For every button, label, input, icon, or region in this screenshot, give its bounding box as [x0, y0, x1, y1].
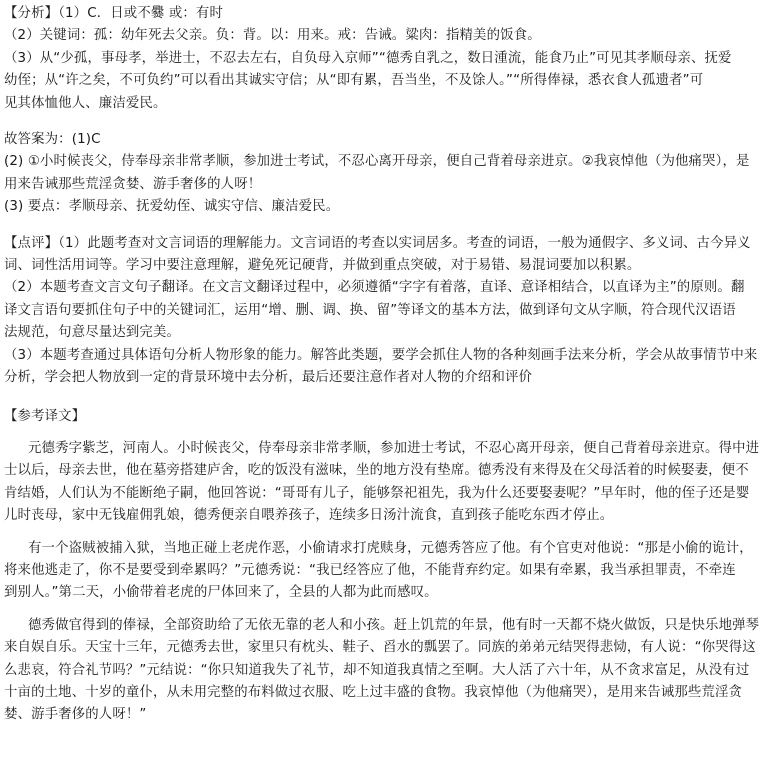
analysis-line: 幼侄；从“许之矣，不可负约”可以看出其诚实守信；从“即有累，吾当坐，不及馀人。”“所得俸禄，悉衣食人孤遗者”可	[4, 73, 704, 89]
comment-line: 分析，学会把人物放到一定的背景环境中去分析，最后还要注意作者对人物的介绍和评价	[4, 370, 533, 386]
translation-line: 么悲哀，符合礼节吗？”元结说：“你只知道我失了礼节，却不知道我真情之至啊。大人活了六十年，从不贪求富足，从没有过	[4, 662, 750, 678]
section-spacer	[4, 219, 776, 233]
translation-line: 到别人。”第二天，小偷带着老虎的尸体回来了，全县的人都为此而感叹。	[4, 585, 438, 601]
section-spacer	[4, 390, 776, 406]
answer-line: 用来告诫那些荒淫贪婪、游手奢侈的人呀！	[4, 176, 262, 192]
translation-line: 士以后，母亲去世，他在墓旁搭建庐舍，吃的饭没有滋味，坐的地方没有垫席。德秀没有来得及在父母活着的时候娶妻，便不	[4, 463, 749, 479]
answer-line: (2) ①小时候丧父，侍奉母亲非常孝顺，参加进士考试，不忍心离开母亲，便自己背着母亲进京。②我哀悼他（为他痛哭），是	[4, 154, 750, 170]
answer-line: 故答案为：(1)C	[4, 132, 101, 148]
translation-line: 十亩的土地、十岁的童仆，从未用完整的布料做过衣服、吃上过丰盛的食物。我哀悼他（为他痛哭），是用来告诫那些荒淫贪	[4, 684, 743, 700]
section-spacer	[4, 115, 776, 129]
translation-line: 儿时丧母，家中无钱雇佣乳娘，德秀便亲自喂养孩子，连续多日汤汁流食，直到孩子能吃东西才停止。	[4, 508, 614, 524]
paragraph-spacer	[4, 605, 776, 615]
translation-line: 有一个盗贼被捕入狱，当地正碰上老虎作恶，小偷请求打虎赎身，元德秀答应了他。有个官吏对他说：“那是小偷的诡计，	[28, 540, 753, 556]
translation-paragraph-2	[4, 538, 776, 605]
paragraph-spacer	[4, 428, 776, 438]
translation-paragraph-3	[4, 615, 776, 727]
comment-line: 词、词性活用词等。学习中要注意理解，避免死记硬背，并做到重点突破，对于易错、易混词要加以积累。	[4, 258, 641, 274]
answer-line: (3) 要点：孝顺母亲、抚爱幼侄、诚实守信、廉洁爱民。	[4, 199, 340, 215]
translation-heading: 【参考译文】	[4, 408, 86, 424]
analysis-section	[4, 3, 776, 115]
translation-paragraph-1	[4, 438, 776, 528]
paragraph-spacer	[4, 528, 776, 538]
translation-line: 来自娱自乐。天宝十三年，元德秀去世，家里只有枕头、鞋子、舀水的瓢罢了。同族的弟弟元结哭得悲恸，有人说：“你哭得这	[4, 640, 756, 656]
analysis-line: （3）从“少孤，事母孝，举进士，不忍去左右，自负母入京师”“德秀自乳之，数日湩流，能食乃止”可见其孝顺母亲、抚爱	[4, 50, 732, 66]
comment-line: 译文言语句要抓住句子中的关键词汇，运用“增、删、调、换、留”等译文的基本方法，做到译句文从字顺，符合现代汉语语	[4, 302, 736, 318]
comment-section	[4, 233, 776, 390]
comment-line: （2）本题考查文言文句子翻译。在文言文翻译过程中，必须遵循“字字有着落，直译、意译相结合，以直译为主”的原则。翻	[4, 280, 745, 296]
translation-line: 婪、游手奢侈的人呀！”	[4, 707, 147, 723]
translation-line: 将来他逃走了，你不是要受到牵累吗？”元德秀说：“我已经答应了他，不能背弃约定。如果有牵累，我当承担罪责，不牵连	[4, 562, 736, 578]
translation-line: 肯结婚，人们认为不能断绝子嗣，他回答说：“哥哥有儿子，能够祭祀祖先，我为什么还要娶妻呢？”早年时，他的侄子还是婴	[4, 485, 750, 501]
translation-section	[4, 406, 776, 727]
analysis-line: 见其体恤他人、廉洁爱民。	[4, 95, 167, 111]
translation-line: 德秀做官得到的俸禄，全部资助给了无依无靠的老人和小孩。赶上饥荒的年景，他有时一天都不烧火做饭，只是快乐地弹琴	[28, 617, 760, 633]
comment-line: 【点评】（1）此题考查对文言词语的理解能力。文言词语的考查以实词居多。考查的词语，一般为通假字、多义词、古今异义	[4, 235, 751, 251]
comment-line: 法规范，句意尽量达到完美。	[4, 325, 181, 341]
analysis-line: 【分析】（1）C．日或不爨 或：有时	[4, 6, 223, 21]
analysis-line: （2）关键词：孤：幼年死去父亲。负：背。以：用来。戒：告诫。粱肉：指精美的饭食。	[4, 28, 541, 44]
answer-section	[4, 129, 776, 219]
comment-line: （3）本题考查通过具体语句分析人物形象的能力。解答此类题，要学会抓住人物的各种刻画手法来分析，学会从故事情节中来	[4, 347, 758, 363]
translation-line: 元德秀字紫芝，河南人。小时候丧父，侍奉母亲非常孝顺，参加进士考试，不忍心离开母亲，便自己背着母亲进京。得中进	[28, 440, 760, 456]
